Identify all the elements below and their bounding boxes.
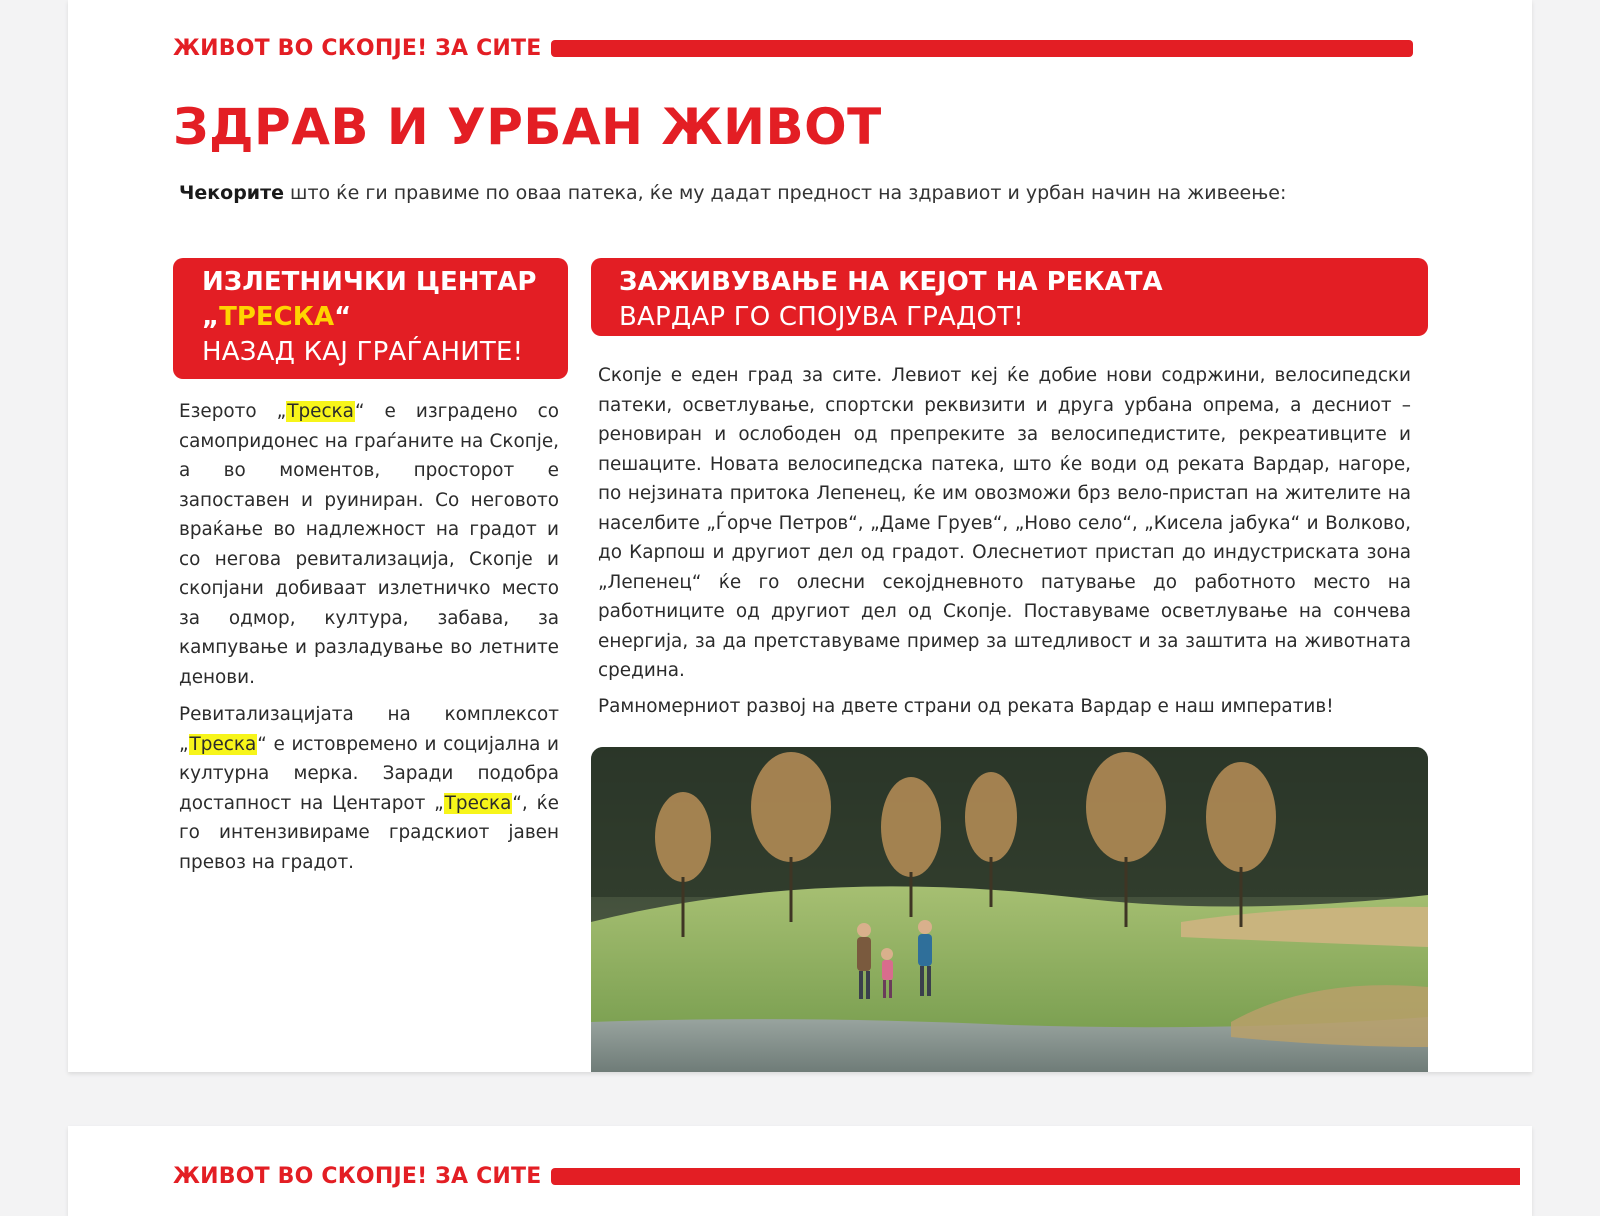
- intro-paragraph: [179, 182, 1286, 204]
- intro-bold: Чекорите: [179, 182, 285, 204]
- section-header: [173, 36, 1413, 61]
- highlight-treska: Треска: [287, 401, 354, 422]
- section-header: [173, 1164, 1520, 1189]
- highlight-treska: Треска: [444, 792, 512, 814]
- left-paragraph-2: [179, 700, 559, 877]
- text-run: “ е изградено со самопридонес на граѓаните на Скопје, а во моментов, просторот е запоставен и руиниран. Со неговото враќање во надлежност на градот и со негова ревитализација, Скопје и скопјани добиваат излетничко место за одмор, култура, забава, за кампување и разладување во летните денови.: [179, 401, 560, 688]
- treska-heading-line3: НАЗАД КАЈ ГРАЃАНИТЕ!: [202, 337, 524, 367]
- intro-text: што ќе ги правиме по оваа патека, ќе му дадат предност на здравиот и урбан начин на живеење:: [284, 182, 1287, 204]
- document-page-2: [68, 1126, 1532, 1216]
- treska-heading-line2: [202, 300, 568, 335]
- highlight-treska: Треска: [189, 733, 257, 755]
- header-label: ЖИВОТ ВО СКОПЈЕ! ЗА СИТЕ: [173, 1164, 542, 1189]
- text-run: Езерото „: [179, 401, 287, 422]
- header-bar: [551, 1168, 1520, 1185]
- text-run: Ревитализацијата на комплексот „: [179, 704, 559, 755]
- park-family-photo: [591, 747, 1428, 1072]
- left-column: [179, 397, 559, 885]
- quay-heading-line1: ЗАЖИВУВАЊЕ НА КЕЈОТ НА РЕКАТА: [619, 267, 1163, 297]
- quote-open: „: [202, 302, 220, 332]
- quote-close: “: [334, 302, 352, 332]
- header-bar: [551, 40, 1413, 57]
- treska-heading-line1: ИЗЛЕТНИЧКИ ЦЕНТАР: [202, 267, 537, 297]
- text-run: “, ќе го интензивираме градскиот јавен превоз на градот.: [179, 792, 559, 873]
- left-paragraph-1: [179, 397, 559, 692]
- document-page-1: [68, 0, 1532, 1072]
- treska-name: ТРЕСКА: [219, 302, 335, 332]
- right-paragraph-2: Рамномерниот развој на двете страни од реката Вардар е наш императив!: [598, 695, 1334, 717]
- treska-heading-box: [173, 258, 568, 379]
- right-paragraph-1: Скопје е еден град за сите. Левиот кеј ќе добие нови содржини, велосипедски патеки, осветлување, спортски реквизити и друга урбана опрема, а десниот – реновиран и ослободен од препреките за велосипедистите, рекреативците и пешаците. Новата велосипедска патека, што ќе води од реката Вардар, нагоре, по нејзината притока Лепенец, ќе им овозможи брз вело-пристап на жителите на населбите „Ѓорче Петров“, „Даме Груев“, „Ново село“, „Кисела јабука“ и Волково, до Карпош и другиот дел од градот. Олеснетиот пристап до индустриската зона „Лепенец“ ќе го олесни секојдневното патување до работното место на работниците од другиот дел од Скопје. Поставуваме осветлување на сончева енергија, за да претставуваме пример за штедливост и за заштита на животната средина.: [598, 365, 1411, 681]
- header-label: ЖИВОТ ВО СКОПЈЕ! ЗА СИТЕ: [173, 36, 542, 61]
- page-title: ЗДРАВ И УРБАН ЖИВОТ: [173, 98, 882, 156]
- quay-heading-line2: ВАРДАР ГО СПОЈУВА ГРАДОТ!: [619, 302, 1024, 332]
- park-photo-illustration: [591, 747, 1428, 1072]
- quay-heading-box: [591, 258, 1428, 336]
- right-column: [598, 361, 1411, 727]
- text-run: “ е истовремено и социјална и културна мерка. Заради подобра достапност на Центарот „: [179, 733, 559, 814]
